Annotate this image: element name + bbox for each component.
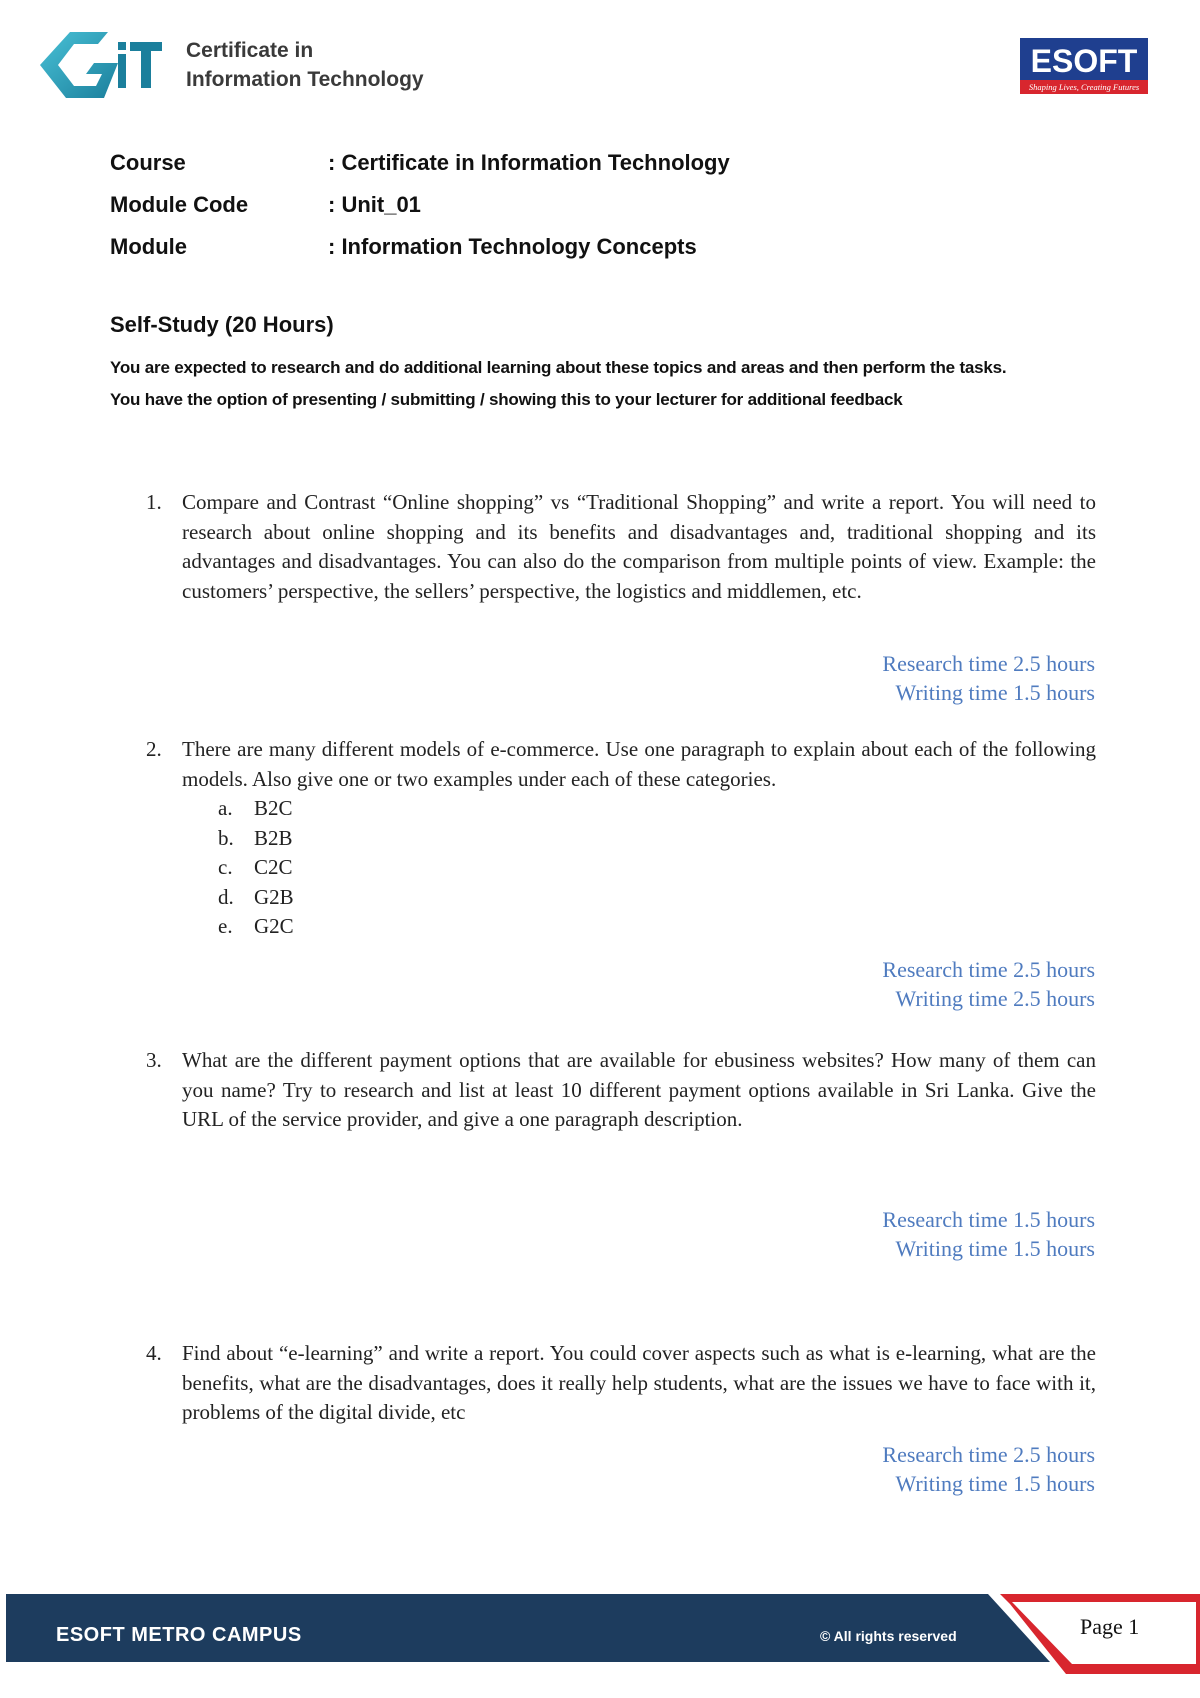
footer-campus-name: ESOFT METRO CAMPUS xyxy=(56,1624,302,1646)
module-code-row xyxy=(110,184,730,226)
header-title xyxy=(186,36,424,94)
research-time: Research time 2.5 hours xyxy=(882,651,1095,676)
header-title-line1: Certificate in xyxy=(186,39,314,62)
task-2 xyxy=(146,735,1096,942)
course-info xyxy=(110,142,730,268)
research-time: Research time 2.5 hours xyxy=(882,957,1095,982)
writing-time: Writing time 1.5 hours xyxy=(895,1470,1095,1496)
task-number: 3. xyxy=(146,1048,162,1072)
git-logo xyxy=(36,30,166,100)
task-number: 2. xyxy=(146,737,162,761)
task-4-times xyxy=(695,1441,1095,1498)
page-footer xyxy=(0,1594,1200,1674)
list-item: a. B2C xyxy=(218,796,293,820)
research-time: Research time 2.5 hours xyxy=(882,1442,1095,1467)
list-item: d. G2B xyxy=(218,884,294,909)
model-list xyxy=(218,794,1096,942)
module-row xyxy=(110,226,730,268)
task-text: There are many different models of e-commerce. Use one paragraph to explain about each of the following models. Also give one or two examples under each of these categories. xyxy=(182,737,1096,791)
task-1 xyxy=(146,488,1096,606)
task-3 xyxy=(146,1046,1096,1135)
writing-time: Writing time 2.5 hours xyxy=(895,985,1095,1011)
instructions-line2: You have the option of presenting / submitting / showing this to your lecturer for additional feedback xyxy=(110,390,903,409)
self-study-heading: Self-Study (20 Hours) xyxy=(110,312,334,337)
footer-rights: © All rights reserved xyxy=(820,1628,957,1644)
page-number: Page 1 xyxy=(1080,1614,1140,1639)
module-value: : Information Technology Concepts xyxy=(328,234,697,259)
task-text: Compare and Contrast “Online shopping” vs “Traditional Shopping” and write a report. You will need to research about online shopping and its benefits and disadvantages and, traditional shopping and its advantages and disadvantages. You can also do the comparison from multiple points of view. Example: the customers’ perspective, the sellers’ perspective, the logistics and middlemen, etc. xyxy=(182,490,1096,603)
task-1-times xyxy=(695,650,1095,707)
list-item: b. B2B xyxy=(218,825,293,850)
header-title-line2: Information Technology xyxy=(186,68,424,91)
esoft-logo-text: ESOFT xyxy=(1030,43,1138,79)
course-label: Course xyxy=(110,150,186,175)
course-row xyxy=(110,142,730,184)
writing-time: Writing time 1.5 hours xyxy=(895,679,1095,705)
esoft-logo xyxy=(1020,38,1148,94)
writing-time: Writing time 1.5 hours xyxy=(895,1235,1095,1261)
list-item: e. G2C xyxy=(218,914,294,938)
self-study-instructions xyxy=(110,352,1006,416)
task-text: Find about “e-learning” and write a report. You could cover aspects such as what is e-learning, what are the benefits, what are the disadvantages, does it really help students, what are the issues we have to face with it, problems of the digital divide, etc xyxy=(182,1341,1096,1424)
instructions-line1: You are expected to research and do additional learning about these topics and areas and then perform the tasks. xyxy=(110,358,1007,377)
course-value: : Certificate in Information Technology xyxy=(328,150,730,175)
task-3-times xyxy=(695,1206,1095,1263)
research-time: Research time 1.5 hours xyxy=(882,1207,1095,1232)
esoft-tagline: Shaping Lives, Creating Futures xyxy=(1028,82,1140,92)
task-2-times xyxy=(695,956,1095,1013)
module-code-label: Module Code xyxy=(110,192,249,217)
task-number: 1. xyxy=(146,490,162,514)
module-code-value: : Unit_01 xyxy=(328,192,421,217)
module-label: Module xyxy=(110,234,187,259)
task-number: 4. xyxy=(146,1341,162,1365)
task-text: What are the different payment options that are available for ebusiness websites? How many of them can you name? Try to research and list at least 10 different payment options available in Sri Lanka. Give the URL of the service provider, and give a one paragraph description. xyxy=(182,1048,1096,1131)
task-4 xyxy=(146,1339,1096,1428)
list-item: c. C2C xyxy=(218,855,293,879)
